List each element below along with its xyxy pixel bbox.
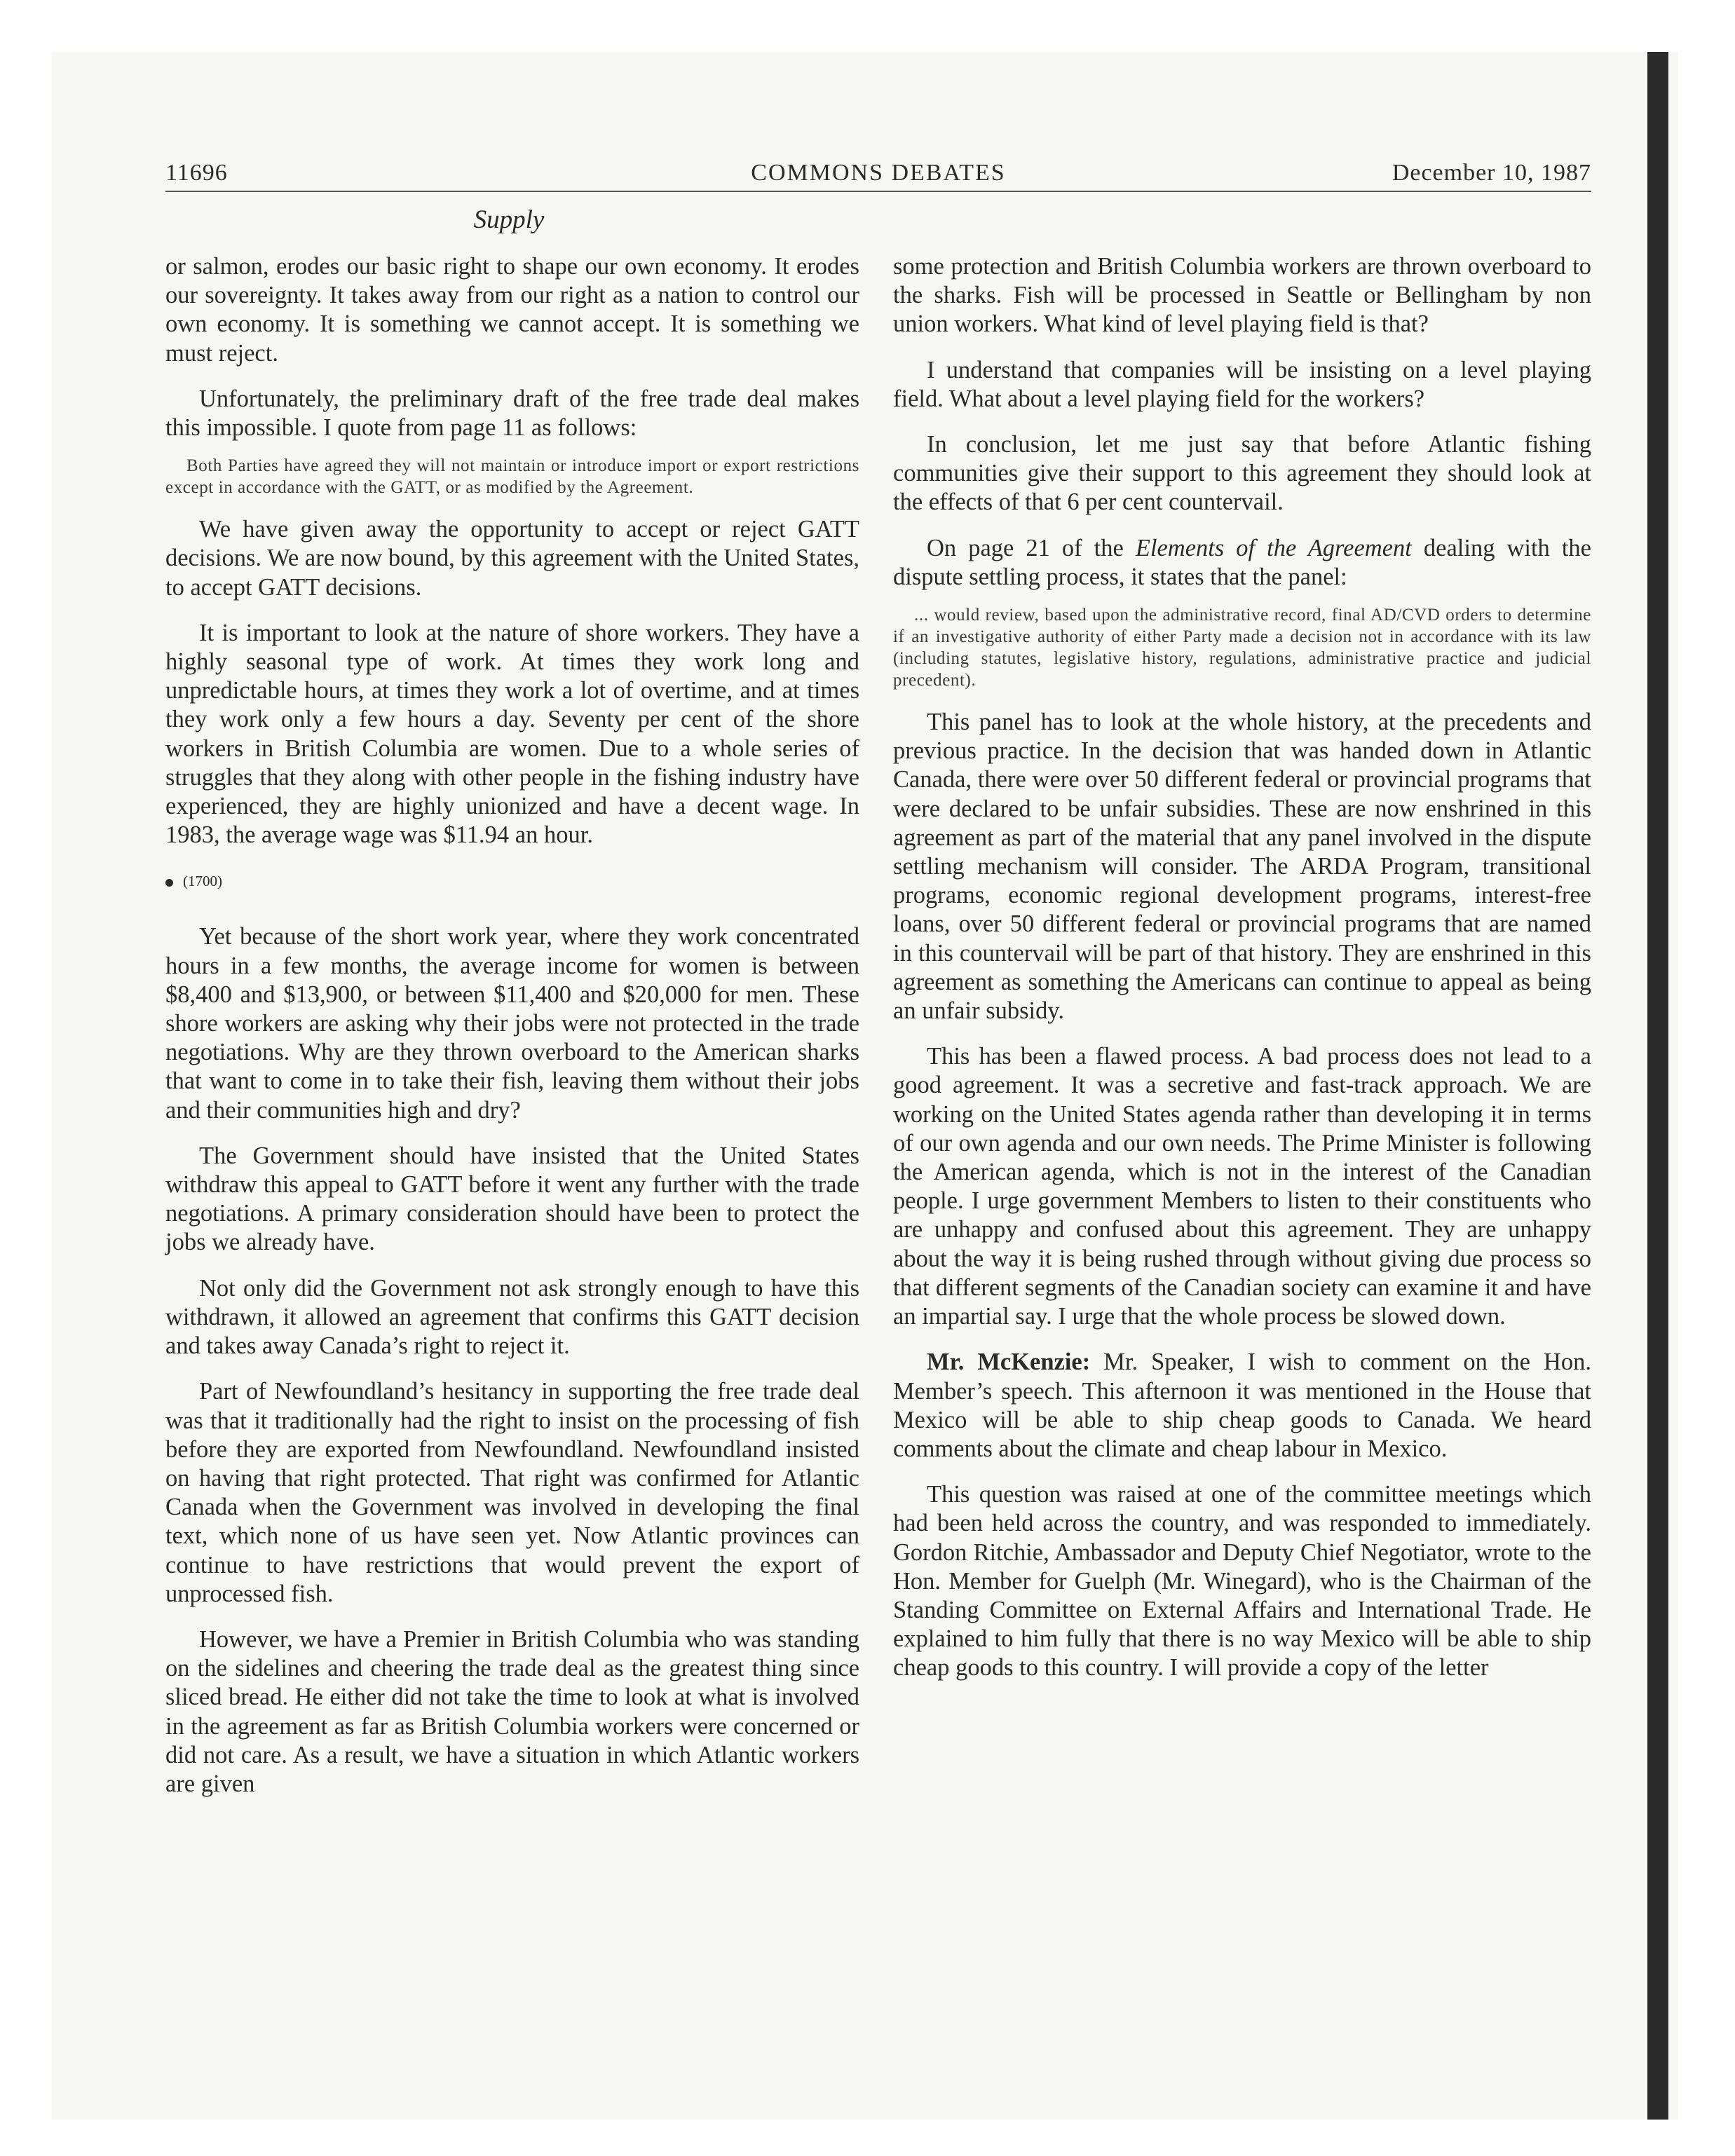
paragraph: Unfortunately, the preliminary draft of the free trade deal makes this impossible. I quote from page 11 as follows: [165,385,859,442]
paragraph: In conclusion, let me just say that before Atlantic fishing communities give their support to this agreement they should look at the effects of that 6 per cent countervail. [893,431,1591,516]
paragraph: The Government should have insisted that the United States withdraw this appeal to GATT before it went any further with the trade negotiations. A primary consideration should have been to protect the jobs we already have. [165,1142,859,1256]
paragraph: some protection and British Columbia workers are thrown overboard to the sharks. Fish will be processed in Seattle or Bellingham by non union workers. What kind of level playing field is that? [893,253,1591,338]
publication-title: COMMONS DEBATES [751,160,1006,186]
paragraph: This question was raised at one of the committee meetings which had been held across the country, and was responded to immediately. Gordon Ritchie, Ambassador and Deputy Chief Negotiator, wrote to the Hon. Member for Guelph (Mr. Winegard), who is the Chairman of the Standing Committee on External Affairs and International Trade. He explained to him fully that there is no way Mexico will be able to ship cheap goods to this country. I will provide a copy of the letter [893,1481,1591,1681]
paragraph: However, we have a Premier in British Columbia who was standing on the sidelines and cheering the trade deal as the greatest thing since sliced bread. He either did not take the time to look at what is involved in the agreement as far as British Columbia workers were concerned or did not care. As a result, we have a situation in which Atlantic workers are given [165,1625,859,1797]
binding-edge [1647,52,1668,2120]
page-number: 11696 [165,160,228,186]
paragraph: Yet because of the short work year, where they work concentrated hours in a few months, the average income for women is between $8,400 and $13,900, or between $11,400 and $20,000 for men. These shore workers are asking why their jobs were not protected in the trade negotiations. Why are they thrown overboard to the American sharks that want to come in to take their fish, leaving them without their jobs and their communities high and dry? [165,923,859,1124]
paragraph: We have given away the opportunity to accept or reject GATT decisions. We are now bound, by this agreement with the United States, to accept GATT decisions. [165,516,859,601]
block-quote: Both Parties have agreed they will not maintain or introduce import or export restrictions except in accordance with the GATT, or as modified by the Agreement. [165,456,859,498]
right-column [893,252,1591,1700]
document-title-reference: Elements of the Agreement [1135,534,1412,561]
timestamp: (1700) [183,873,222,890]
paragraph: Part of Newfoundland’s hesitancy in supporting the free trade deal was that it traditionally had the right to insist on the processing of fish before they are exported from Newfoundland. Newfoundland insisted on having that right protected. That right was confirmed for Atlantic Canada when the Government was involved in developing the final text, which none of us have seen yet. Now Atlantic provinces can continue to have restrictions that would prevent the export of unprocessed fish. [165,1378,859,1607]
paragraph-text: dealing with the dispute settling process, it states that the panel: [893,534,1591,590]
paragraph: or salmon, erodes our basic right to shape our own economy. It erodes our sovereignty. It takes away from our right as a nation to control our own economy. It is something we cannot accept. It is something we must reject. [165,253,859,367]
speaker-name: Mr. McKenzie: [927,1349,1091,1376]
paragraph: It is important to look at the nature of shore workers. They have a highly seasonal type of work. At times they work long and unpredictable hours, at times they work a lot of overtime, and at times they work only a few hours a day. Seventy per cent of the shore workers in British Columbia are women. Due to a whole series of struggles that they along with other people in the fishing industry have experienced, they are highly unionized and have a decent wage. In 1983, the average wage was $11.94 an hour. [165,619,859,849]
paragraph: Not only did the Government not ask strongly enough to have this withdrawn, it allowed an agreement that confirms this GATT decision and takes away Canada’s right to reject it. [165,1274,859,1360]
section-title: Supply [473,205,545,234]
paragraph: This has been a flawed process. A bad process does not lead to a good agreement. It was a secretive and fast-track approach. We are working on the United States agenda rather than developing it in terms of our own agenda and our own needs. The Prime Minister is following the American agenda, which is not in the interest of the Canadian people. I urge government Members to listen to their constituents who are unhappy and confused about this agreement. They are unhappy about the way it is being rushed through without giving due process so that different segments of the Canadian society can examine it and have an impartial say. I urge that the whole process be slowed down. [893,1043,1591,1330]
bullet-dot-icon [165,879,173,887]
paragraph: This panel has to look at the whole history, at the precedents and previous practice. In the decision that was handed down in Atlantic Canada, there were over 50 different federal or provincial programs that were declared to be unfair subsidies. These are now enshrined in this agreement as part of the material that any panel involved in the dispute settling mechanism will consider. The ARDA Program, transitional programs, economic regional development programs, interest-free loans, over 50 different federal or provincial programs that are named in this countervail will be part of that history. They are enshrined in this agreement as something the Americans can continue to appeal as being an unfair subsidy. [893,709,1591,1025]
left-column [165,252,859,1815]
paragraph-text: Mr. Speaker, I wish to comment on the Hon. Member’s speech. This afternoon it was mentioned in the House that Mexico will be able to ship cheap goods to Canada. We heard comments about the climate and cheap labour in Mexico. [893,1349,1591,1462]
paragraph: I understand that companies will be insisting on a level playing field. What about a level playing field for the workers? [893,356,1591,412]
paragraph [893,534,1591,592]
page-header [165,160,1591,192]
paragraph-text: On page 21 of the [927,534,1136,561]
publication-date: December 10, 1987 [1392,160,1591,186]
block-quote: ... would review, based upon the administrative record, final AD/CVD orders to determine if an investigative authority of either Party made a decision not in accordance with its law (including statutes, legislative history, regulations, administrative practice and judicial precedent). [893,606,1591,690]
timestamp-marker [165,871,859,892]
paragraph [893,1348,1591,1464]
